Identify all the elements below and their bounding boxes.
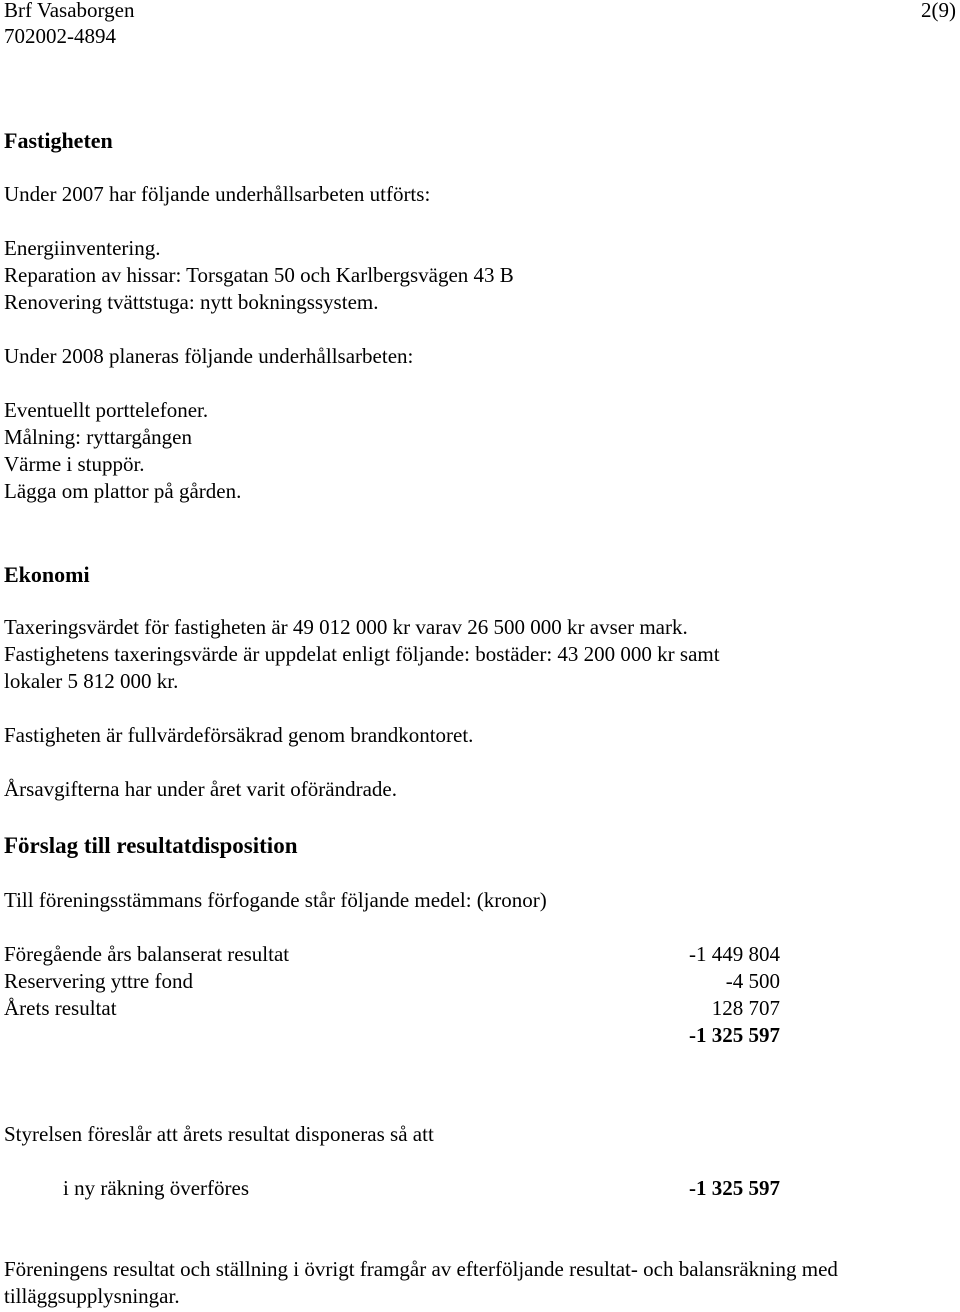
- disposition-row-label: Reservering yttre fond: [4, 969, 193, 993]
- work-2008-item: Lägga om plattor på gården.: [4, 479, 242, 503]
- closing-text: tilläggsupplysningar.: [4, 1284, 180, 1308]
- insurance-text: Fastigheten är fullvärdeförsäkrad genom brandkontoret.: [4, 723, 474, 747]
- section-title-fastigheten: Fastigheten: [4, 128, 113, 153]
- carry-forward-label: i ny räkning överföres: [63, 1176, 250, 1200]
- disposition-row-label: Föregående års balanserat resultat: [4, 942, 290, 966]
- work-2007-item: Renovering tvättstuga: nytt bokningssystem.: [4, 290, 379, 314]
- tax-value-line: Fastighetens taxeringsvärde är uppdelat enligt följande: bostäder: 43 200 000 kr samt: [4, 642, 720, 666]
- section-title-ekonomi: Ekonomi: [4, 562, 90, 587]
- intro-2007: Under 2007 har följande underhållsarbeten utförts:: [4, 182, 431, 206]
- work-2007-item: Reparation av hissar: Torsgatan 50 och Karlbergsvägen 43 B: [4, 263, 514, 287]
- disposition-row-label: Årets resultat: [4, 996, 117, 1020]
- org-name: Brf Vasaborgen: [4, 0, 135, 22]
- org-number: 702002-4894: [4, 24, 116, 48]
- section-title-forslag: Förslag till resultatdisposition: [4, 833, 298, 858]
- intro-2008: Under 2008 planeras följande underhållsarbeten:: [4, 344, 414, 368]
- disposition-row-value: 128 707: [711, 996, 780, 1020]
- work-2008-item: Målning: ryttargången: [4, 425, 192, 449]
- tax-value-line: Taxeringsvärdet för fastigheten är 49 012 000 kr varav 26 500 000 kr avser mark.: [4, 615, 688, 639]
- closing-text: Föreningens resultat och ställning i övrigt framgår av efterföljande resultat- och balansräkning med: [4, 1257, 838, 1281]
- disposition-row-value: -1 449 804: [689, 942, 780, 966]
- tax-value-line: lokaler 5 812 000 kr.: [4, 669, 179, 693]
- board-proposal: Styrelsen föreslår att årets resultat disponeras så att: [4, 1122, 434, 1146]
- disposition-total: -1 325 597: [689, 1023, 780, 1047]
- carry-forward-value: -1 325 597: [689, 1176, 780, 1200]
- work-2008-item: Eventuellt porttelefoner.: [4, 398, 209, 422]
- page-number: 2(9): [921, 0, 956, 22]
- work-2008-item: Värme i stupрör.: [4, 452, 145, 476]
- fees-text: Årsavgifterna har under året varit oförändrade.: [4, 777, 397, 801]
- funds-intro: Till föreningsstämmans förfogande står följande medel: (kronor): [4, 888, 547, 912]
- work-2007-item: Energiinventering.: [4, 236, 161, 260]
- disposition-row-value: -4 500: [725, 969, 780, 993]
